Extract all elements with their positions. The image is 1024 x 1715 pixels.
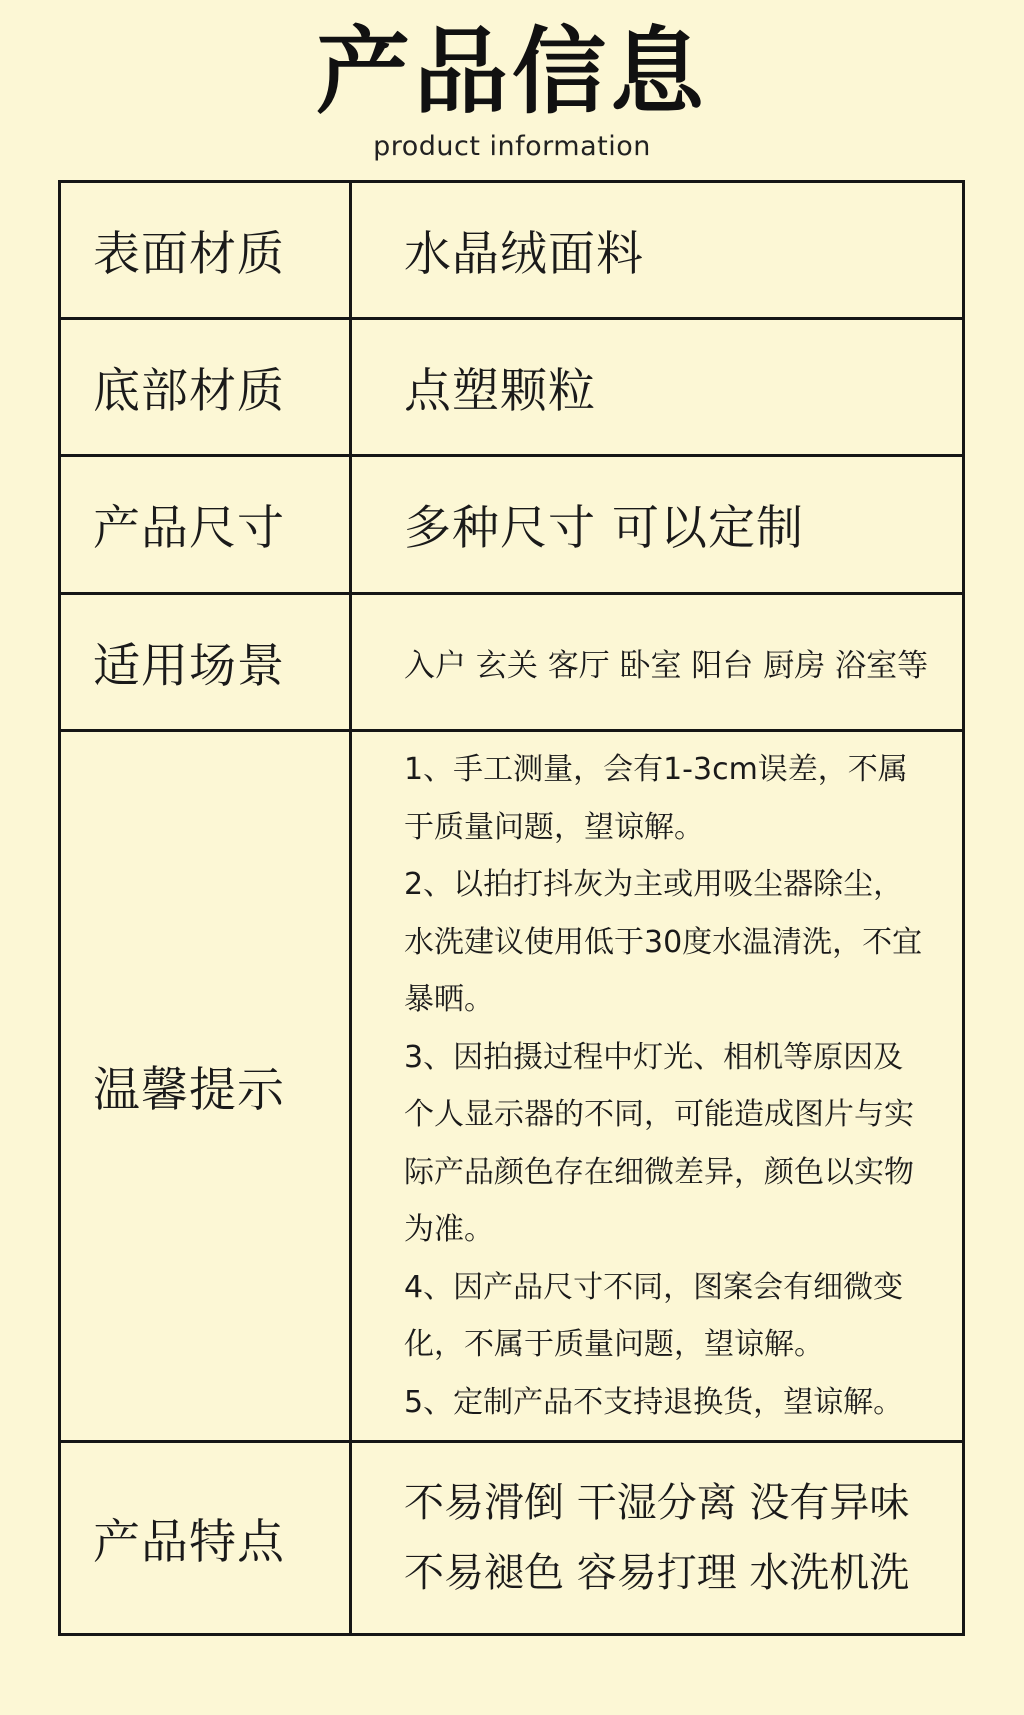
table-row: [60, 456, 964, 594]
row-label-bottom-material: 底部材质: [60, 319, 351, 456]
feature-line: 不易褪色 容易打理 水洗机洗: [404, 1550, 910, 1596]
table-row: [60, 182, 964, 319]
table-row: [60, 594, 964, 731]
page-header: [0, 18, 1024, 164]
table-row: [60, 731, 964, 1442]
row-value-bottom-material: 点塑颗粒: [351, 319, 964, 456]
page-subtitle: product information: [373, 131, 651, 162]
page-title: 产品信息: [315, 18, 708, 127]
row-value-surface-material: 水晶绒面料: [351, 182, 964, 319]
row-label-features: 产品特点: [60, 1442, 351, 1635]
feature-line: 不易滑倒 干湿分离 没有异味: [404, 1480, 910, 1526]
tip-item: 2、以拍打抖灰为主或用吸尘器除尘，水洗建议使用低于30度水温清洗，不宜暴晒。: [404, 867, 923, 1017]
tip-item: 5、定制产品不支持退换货，望谅解。: [404, 1384, 904, 1420]
row-label-product-size: 产品尺寸: [60, 456, 351, 594]
row-value-tips: [351, 731, 964, 1442]
row-label-surface-material: 表面材质: [60, 182, 351, 319]
table-row: [60, 1442, 964, 1635]
product-info-table: [58, 180, 965, 1636]
row-label-use-scenes: 适用场景: [60, 594, 351, 731]
row-value-features: [351, 1442, 964, 1635]
tip-item: 3、因拍摄过程中灯光、相机等原因及个人显示器的不同，可能造成图片与实际产品颜色存在细微差异，颜色以实物为准。: [404, 1039, 914, 1247]
table-row: [60, 319, 964, 456]
row-value-product-size: 多种尺寸 可以定制: [351, 456, 964, 594]
tip-item: 1、手工测量，会有1-3cm误差，不属于质量问题，望谅解。: [404, 752, 908, 845]
tip-item: 4、因产品尺寸不同，图案会有细微变化，不属于质量问题，望谅解。: [404, 1269, 904, 1362]
row-label-tips: 温馨提示: [60, 731, 351, 1442]
row-value-use-scenes: 入户 玄关 客厅 卧室 阳台 厨房 浴室等: [351, 594, 964, 731]
